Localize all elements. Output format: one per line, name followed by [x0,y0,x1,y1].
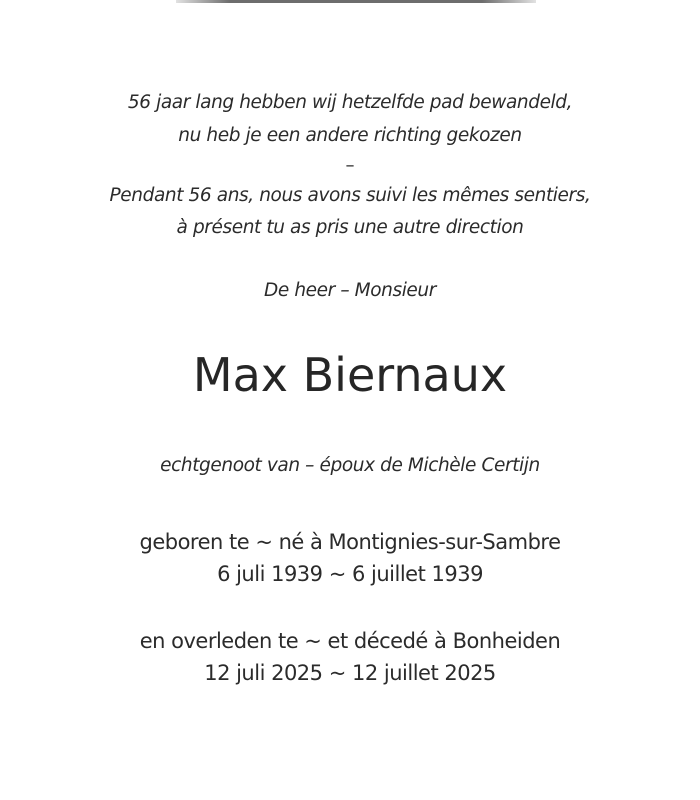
death-date: 12 juli 2025 ~ 12 juillet 2025 [204,661,496,685]
birth-date: 6 juli 1939 ~ 6 juillet 1939 [217,562,483,586]
honorific-title: De heer – Monsieur [264,280,436,301]
birth-place: geboren te ~ né à Montignies-sur-Sambre [139,530,561,554]
spouse-line: echtgenoot van – époux de Michèle Certijn [160,455,540,476]
death-place: en overleden te ~ et décedé à Bonheiden [139,629,561,653]
verse-french-line-1: Pendant 56 ans, nous avons suivi les mêmes sentiers, [109,185,591,206]
top-divider-line [176,0,536,3]
verse-dutch-line-1: 56 jaar lang hebben wij hetzelfde pad bewandeld, [127,92,573,113]
verse-dutch-line-2: nu heb je een andere richting gekozen [178,125,522,146]
verse-separator: – [345,155,355,176]
verse-french-line-2: à présent tu as pris une autre direction [176,217,524,238]
deceased-name: Max Biernaux [192,348,508,402]
